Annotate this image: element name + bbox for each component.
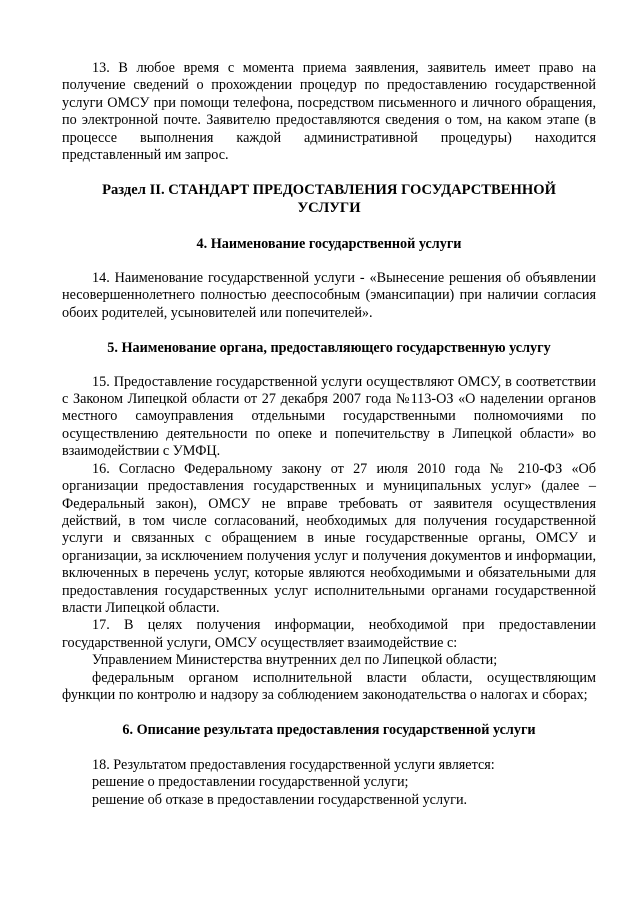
paragraph-17-item-1: Управлением Министерства внутренних дел по Липецкой области; — [92, 652, 498, 669]
paragraph-18: 18. Результатом предоставления государственной услуги является: — [92, 756, 495, 773]
heading-6: 6. Описание результата предоставления государственной услуги — [122, 722, 536, 739]
paragraph-14: 14. Наименование государственной услуги - «Вынесение решения об объявлении несовершеннолетнего полностью дееспособным (эмансипации) при наличии согласия обоих родителей, усыновителей или попечителей». — [62, 270, 596, 321]
document-body — [62, 60, 596, 809]
paragraph-17-item-2: федеральным органом исполнительной власти области, осуществляющим функции по контролю и надзору за соблюдением законодательства о налогах и сборах; — [62, 669, 596, 703]
paragraph-16: 16. Согласно Федеральному закону от 27 июля 2010 года № 210-ФЗ «Об организации предоставления государственных и муниципальных услуг» (далее – Федеральный закон), ОМСУ не вправе требовать от заявителя осуществления действий, в том числе согласований, необходимых для получения государственной услуги и связанных с обращением в иные государственные органы, ОМСУ и организации, за исключением получения услуг и получения документов и информации, включенных в перечень услуг, которые являются необходимыми и обязательными для предоставления государственных услуг исполнительными органами государственной власти Липецкой области. — [62, 460, 596, 616]
paragraph-17: 17. В целях получения информации, необходимой при предоставлении государственной услуги, ОМСУ осуществляет взаимодействие с: — [62, 617, 596, 651]
paragraph-13: 13. В любое время с момента приема заявления, заявитель имеет право на получение сведений о прохождении процедур по предоставлению государственной услуги ОМСУ при помощи телефона, посредством письменного и личного обращения, по электронной почте. Заявителю предоставляются сведения о том, на каком этапе (в процессе выполнения каждой административной процедуры) находится представленный им запрос. — [62, 60, 596, 164]
paragraph-18-item-2: решение об отказе в предоставлении государственной услуги. — [92, 791, 468, 808]
paragraph-15: 15. Предоставление государственной услуги осуществляют ОМСУ, в соответствии с Законом Липецкой области от 27 декабря 2007 года №113-ОЗ «О наделении органов местного самоуправления отдельными государственными полномочиями по осуществлению деятельности по опеке и попечительству в Липецкой области» во взаимодействии с УМФЦ. — [62, 373, 596, 460]
heading-5: 5. Наименование органа, предоставляющего государственную услугу — [107, 340, 551, 357]
section-2-title: Раздел II. СТАНДАРТ ПРЕДОСТАВЛЕНИЯ ГОСУДАРСТВЕННОЙ УСЛУГИ — [102, 182, 556, 217]
heading-4: 4. Наименование государственной услуги — [196, 235, 462, 252]
paragraph-18-item-1: решение о предоставлении государственной услуги; — [92, 774, 409, 791]
